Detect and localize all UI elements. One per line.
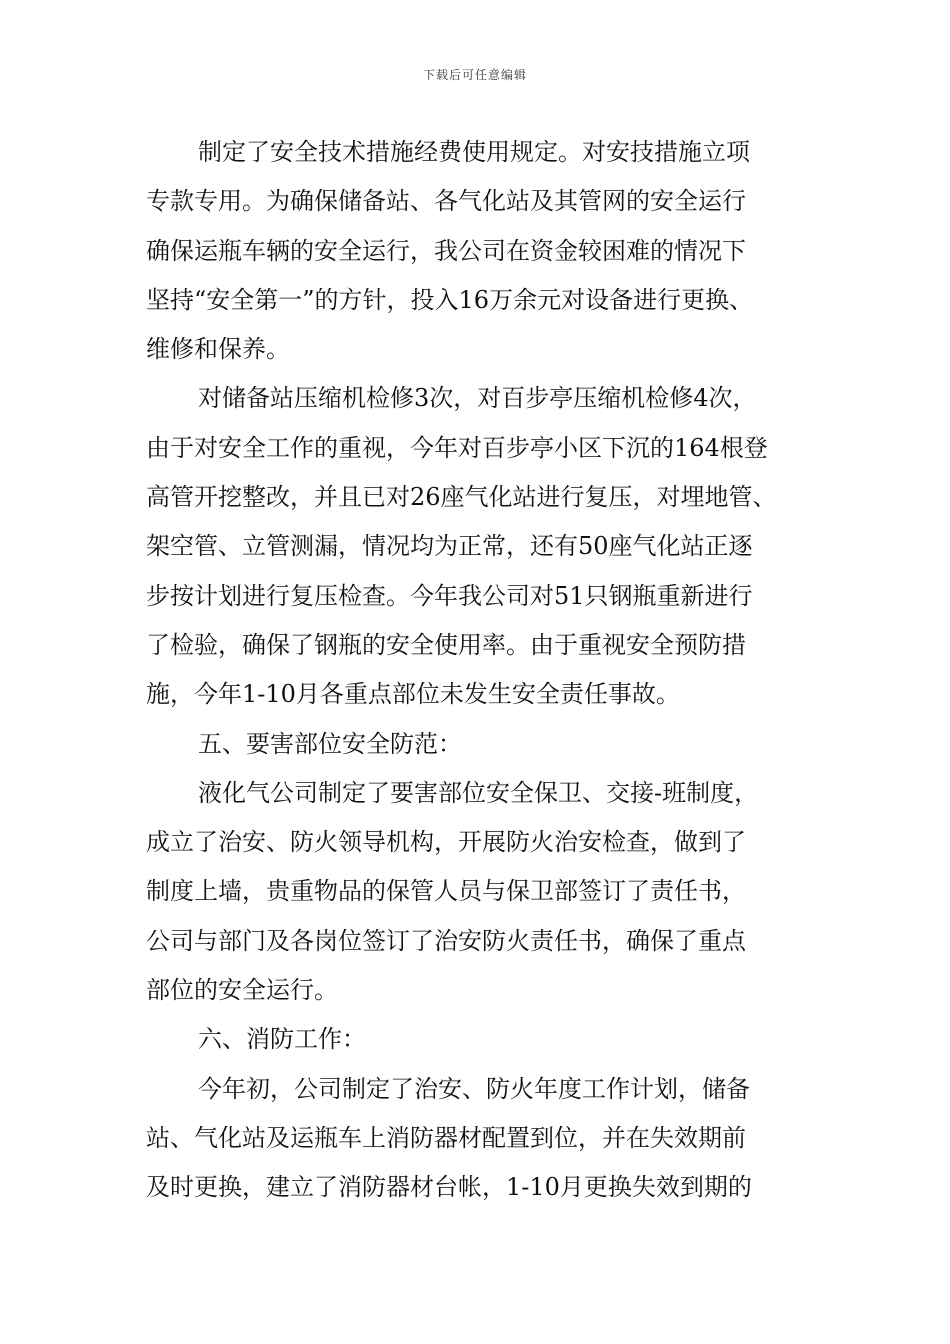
text-line: 由于对安全工作的重视，今年对百步亭小区下沉的164根登 xyxy=(146,433,768,462)
text-line: 制定了安全技术措施经费使用规定。对安技措施立项 xyxy=(198,138,750,166)
text-line: 架空管、立管测漏，情况均为正常，还有50座气化站正逐 xyxy=(146,532,753,561)
text-line: 制度上墙，贵重物品的保管人员与保卫部签订了责任书， xyxy=(146,877,746,906)
text-line: 了检验，确保了钢瓶的安全使用率。由于重视安全预防措 xyxy=(146,630,746,659)
text-line: 维修和保养。 xyxy=(146,335,290,364)
text-line: 施，今年1-10月各重点部位未发生安全责任事故。 xyxy=(146,680,680,709)
text-line: 成立了治安、防火领导机构，开展防火治安检查，做到了 xyxy=(146,828,746,857)
text-line: 今年初，公司制定了治安、防火年度工作计划，储备 xyxy=(198,1074,750,1103)
section-heading: 六、消防工作： xyxy=(198,1025,366,1054)
text-line: 高管开挖整改，并且已对26座气化站进行复压，对埋地管、 xyxy=(146,483,777,512)
document-body xyxy=(146,128,836,1213)
text-line: 公司与部门及各岗位签订了治安防火责任书，确保了重点 xyxy=(146,926,746,955)
text-line: 确保运瓶车辆的安全运行，我公司在资金较困难的情况下 xyxy=(146,236,746,265)
text-line: 部位的安全运行。 xyxy=(146,976,338,1005)
text-line: 液化气公司制定了要害部位安全保卫、交接-班制度， xyxy=(198,778,759,807)
text-line: 及时更换，建立了消防器材台帐，1-10月更换失效到期的 xyxy=(146,1173,752,1202)
text-line: 专款专用。为确保储备站、各气化站及其管网的安全运行 xyxy=(146,187,746,216)
text-line: 步按计划进行复压检查。今年我公司对51只钢瓶重新进行 xyxy=(146,581,753,610)
text-line: 对储备站压缩机检修3次，对百步亭压缩机检修4次， xyxy=(198,384,757,413)
text-line: 坚持“安全第一”的方针，投入16万余元对设备进行更换、 xyxy=(146,285,754,314)
section-heading: 五、要害部位安全防范： xyxy=(198,729,462,758)
page-header: 下载后可任意编辑 xyxy=(422,68,527,82)
text-line: 站、气化站及运瓶车上消防器材配置到位，并在失效期前 xyxy=(146,1123,746,1152)
